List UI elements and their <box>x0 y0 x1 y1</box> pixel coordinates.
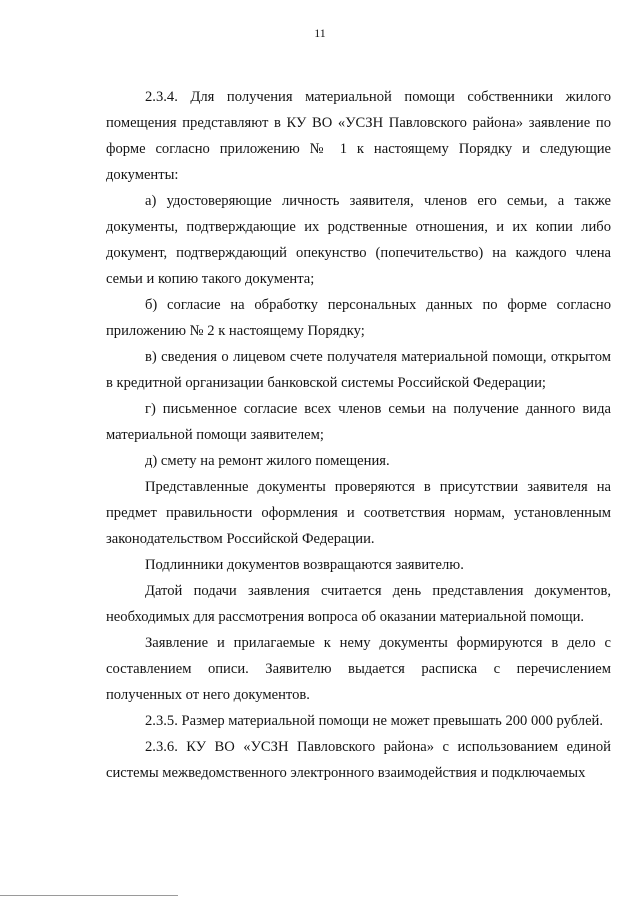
list-item-d: д) смету на ремонт жилого помещения. <box>145 453 390 469</box>
paragraph-2-3-6: 2.3.6. КУ ВО «УСЗН Павловского района» с использованием единой системы межведомственного электронного взаимодействия и подключаемых <box>106 739 611 781</box>
list-item-g: г) письменное согласие всех членов семьи на получение данного вида материальной помощи заявителем; <box>106 401 611 443</box>
document-body <box>106 84 611 786</box>
footnote-divider <box>0 895 178 896</box>
paragraph-submission-date: Датой подачи заявления считается день представления документов, необходимых для рассмотрения вопроса об оказании материальной помощи. <box>106 583 611 625</box>
list-item-v: в) сведения о лицевом счете получателя материальной помощи, открытом в кредитной организации банковской системы Российской Федерации; <box>106 349 611 391</box>
page-number: 11 <box>314 26 326 40</box>
list-item-a: а) удостоверяющие личность заявителя, членов его семьи, а также документы, подтверждающие их родственные отношения, и их копии либо документ, подтверждающий опекунство (попечительство) на каждого члена семьи и копию такого документа; <box>106 193 611 287</box>
paragraph-originals-returned: Подлинники документов возвращаются заявителю. <box>145 557 464 573</box>
paragraph-case-file: Заявление и прилагаемые к нему документы формируются в дело с составлением описи. Заявителю выдается расписка с перечислением полученных от него документов. <box>106 635 611 703</box>
paragraph-verification: Представленные документы проверяются в присутствии заявителя на предмет правильности оформления и соответствия нормам, установленным законодательством Российской Федерации. <box>106 479 611 547</box>
list-item-b: б) согласие на обработку персональных данных по форме согласно приложению № 2 к настоящему Порядку; <box>106 297 611 339</box>
paragraph-2-3-5: 2.3.5. Размер материальной помощи не может превышать 200 000 рублей. <box>145 713 604 729</box>
paragraph-2-3-4: 2.3.4. Для получения материальной помощи собственники жилого помещения представляют в КУ ВО «УСЗН Павловского района» заявление по форме согласно приложению № 1 к настоящему Порядку и следующие документы: <box>106 89 611 183</box>
